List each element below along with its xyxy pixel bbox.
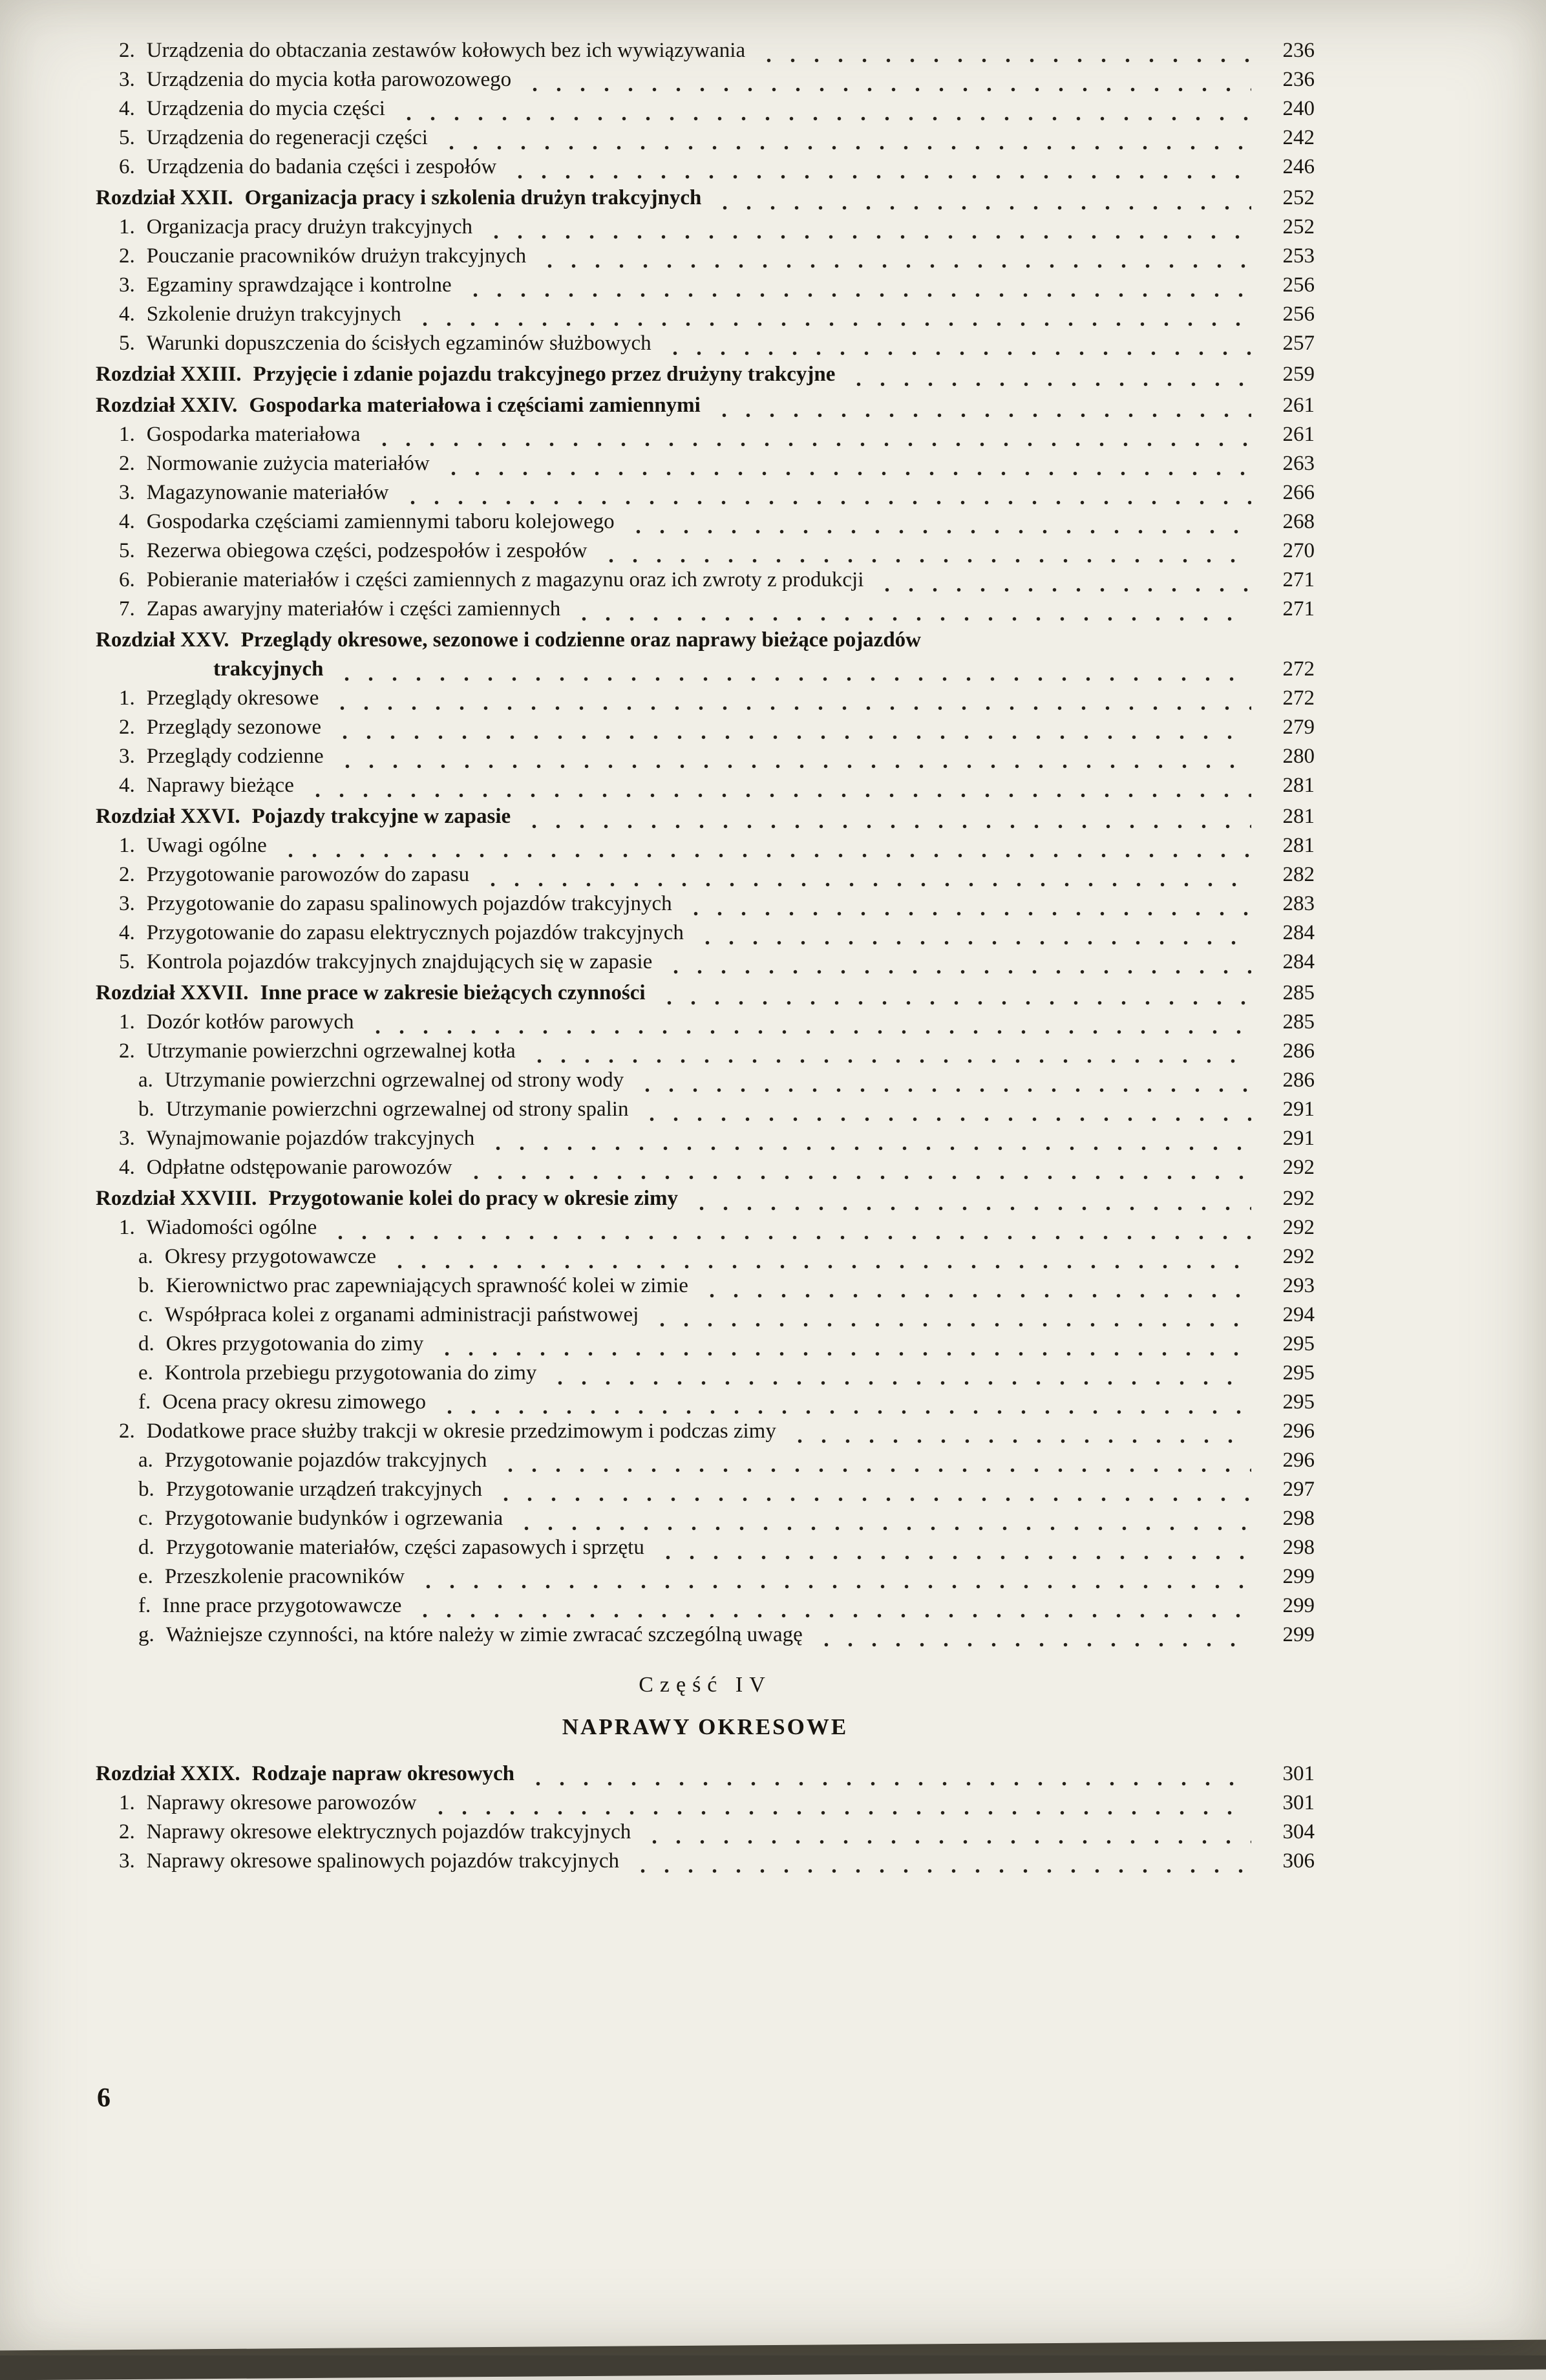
entry-title: Przeglądy sezonowe [146,716,322,739]
entry-page-number: 292 [1282,1245,1315,1268]
entry-title: Uwagi ogólne [146,834,267,857]
entry-page-number: 261 [1282,394,1315,417]
entry-title: Przygotowanie do zapasu elektrycznych pojazdów trakcyjnych [146,921,684,944]
entry-page-number: 298 [1282,1536,1315,1559]
entry-page-number: 281 [1282,834,1315,857]
entry-title: trakcyjnych [213,657,324,681]
entry-title: Urządzenia do obtaczania zestawów kołowych bez ich wywiązywania [146,39,746,62]
entry-page-number: 236 [1282,39,1315,62]
entry-title: Kontrola przebiegu przygotowania do zimy [164,1361,537,1385]
entry-number: 1. [119,834,135,857]
entry-page-number: 292 [1282,1187,1315,1210]
entry-number: 4. [119,97,135,120]
entry-number: Rozdział XXIX. [96,1762,240,1785]
leader-dots [486,1146,1251,1151]
entry-page-number: 296 [1282,1419,1315,1443]
entry-number: 1. [119,215,135,239]
entry-page-number: 286 [1282,1068,1315,1092]
entry-title: Przygotowanie materiałów, części zapasowych i sprzętu [165,1536,644,1559]
entry-number: 2. [119,244,135,268]
entry-page-number: 266 [1282,481,1315,504]
toc-entry [96,537,1315,566]
leader-dots [484,235,1251,239]
entry-number: Rozdział XXVI. [96,805,240,828]
part-heading [96,1673,1315,1740]
entry-page-number: 280 [1282,745,1315,768]
entry-number: a. [138,1245,153,1268]
toc-entry [96,478,1315,507]
toc-entry [96,1388,1315,1417]
entry-title: Magazynowanie materiałów [146,481,389,504]
leader-dots [441,471,1251,476]
entry-number: 4. [119,774,135,797]
toc-entry [96,360,1315,389]
entry-title: Przeglądy codzienne [146,745,324,768]
entry-title: Gospodarka materiałowa [146,423,361,446]
entry-page-number: 252 [1282,215,1315,239]
leader-dots [508,175,1251,179]
leader-dots [538,264,1251,268]
leader-dots [335,764,1251,769]
entry-title: Rezerwa obiegowa części, podzespołów i zespołów [146,539,588,562]
leader-dots [757,58,1251,63]
leader-dots [631,1869,1251,1873]
entry-title: Gospodarka materiałowa i częściami zamiennymi [249,394,701,417]
toc-entry [96,1359,1315,1388]
leader-dots [514,1526,1251,1531]
entry-number: Rozdział XXVIII. [96,1187,257,1210]
toc-entry [96,1620,1315,1650]
leader-dots [522,824,1251,829]
entry-number: 2. [119,452,135,475]
entry-page-number: 246 [1282,155,1315,178]
entry-title: Okres przygotowania do zimy [165,1332,424,1355]
toc-entry [96,65,1315,94]
toc-entry [96,742,1315,771]
entry-number: Rozdział XXIII. [96,363,242,386]
entry-title: Wiadomości ogólne [146,1216,317,1239]
entry-page-number: 296 [1282,1449,1315,1472]
leader-dots [684,911,1251,916]
toc-entry [96,1066,1315,1095]
entry-title: Pojazdy trakcyjne w zapasie [251,805,511,828]
toc-entry [96,1591,1315,1620]
entry-number: 4. [119,303,135,326]
entry-title: Urządzenia do badania części i zespołów [146,155,497,178]
leader-dots [372,442,1251,447]
entry-title: Przeglądy okresowe [146,686,319,710]
entry-number: b. [138,1274,154,1297]
footer-page-number: 6 [97,2083,111,2113]
entry-page-number: 259 [1282,363,1315,386]
entry-number: 5. [119,950,135,973]
leader-dots [413,322,1251,326]
entry-title: Przeszkolenie pracowników [164,1565,405,1588]
entry-number: Rozdział XXVII. [96,981,249,1004]
entry-title: Dozór kotłów parowych [146,1010,354,1034]
leader-dots [847,382,1251,387]
entry-page-number: 299 [1282,1565,1315,1588]
entry-number: 2. [119,863,135,886]
toc-entry [96,1417,1315,1446]
leader-dots [279,853,1251,858]
toc-entry [96,1504,1315,1533]
toc-entry [96,1330,1315,1359]
leader-dots [657,1001,1251,1005]
toc-entry [96,626,1315,655]
entry-number: 3. [119,68,135,91]
entry-page-number: 253 [1282,244,1315,268]
entry-number: 5. [119,539,135,562]
toc-list [96,36,1315,1876]
toc-entry [96,507,1315,537]
entry-title: Utrzymanie powierzchni ogrzewalnej kotła [146,1039,516,1063]
entry-number: e. [138,1565,153,1588]
leader-dots [650,1323,1251,1327]
leader-dots [527,1059,1251,1063]
entry-title: Warunki dopuszczenia do ścisłych egzaminów służbowych [146,332,651,355]
leader-dots [875,588,1251,592]
toc-entry [96,979,1315,1008]
entry-number: c. [138,1303,153,1326]
leader-dots [397,116,1251,121]
toc-entry [96,1242,1315,1271]
leader-dots [695,940,1251,945]
entry-number: 7. [119,597,135,621]
entry-number: Rozdział XXIV. [96,394,238,417]
entry-number: a. [138,1449,153,1472]
toc-entry [96,889,1315,919]
entry-page-number: 299 [1282,1594,1315,1617]
leader-dots [494,1497,1251,1502]
entry-title: Odpłatne odstępowanie parowozów [146,1156,452,1179]
entry-page-number: 283 [1282,892,1315,915]
entry-number: 4. [119,921,135,944]
toc-entry [96,271,1315,300]
leader-dots [712,413,1251,418]
part-title: NAPRAWY OKRESOWE [562,1714,849,1739]
toc-entry [96,1184,1315,1213]
entry-title: Organizacja pracy i szkolenia drużyn trakcyjnych [244,186,702,209]
toc-entry [96,802,1315,831]
entry-title: Naprawy okresowe elektrycznych pojazdów trakcyjnych [146,1820,631,1843]
entry-page-number: 291 [1282,1098,1315,1121]
toc-entry [96,1533,1315,1562]
entry-number: g. [138,1623,154,1646]
toc-entry [96,831,1315,860]
leader-dots [700,1293,1251,1298]
toc-entry [96,1818,1315,1847]
leader-dots [626,529,1251,534]
leader-dots [439,145,1251,150]
toc-entry [96,1301,1315,1330]
scan-edge-artifact [0,2340,1546,2380]
entry-page-number: 268 [1282,510,1315,533]
toc-entry [96,1271,1315,1301]
entry-number: 3. [119,892,135,915]
entry-title: Przygotowanie parowozów do zapasu [146,863,470,886]
entry-page-number: 281 [1282,774,1315,797]
entry-number: 5. [119,126,135,149]
leader-dots [333,735,1251,739]
entry-title: Urządzenia do regeneracji części [146,126,428,149]
entry-title: Kontrola pojazdów trakcyjnych znajdujących się w zapasie [146,950,653,973]
entry-number: 2. [119,716,135,739]
entry-title: Naprawy okresowe parowozów [146,1791,417,1814]
toc-entry [96,655,1315,684]
leader-dots [933,648,1251,652]
toc-entry [96,242,1315,271]
entry-page-number: 285 [1282,981,1315,1004]
toc-entry [96,948,1315,977]
entry-title: Wynajmowanie pojazdów trakcyjnych [146,1127,475,1150]
entry-page-number: 256 [1282,303,1315,326]
entry-number: b. [138,1478,154,1501]
leader-dots [435,1352,1251,1356]
entry-title: Okresy przygotowawcze [164,1245,377,1268]
entry-page-number: 304 [1282,1820,1315,1843]
leader-dots [788,1439,1251,1443]
toc-entry [96,1475,1315,1504]
entry-page-number: 257 [1282,332,1315,355]
entry-title: Przygotowanie budynków i ogrzewania [164,1507,503,1530]
entry-page-number: 285 [1282,1010,1315,1034]
toc-entry [96,300,1315,329]
leader-dots [328,1235,1251,1240]
leader-dots [663,351,1251,356]
entry-page-number: 272 [1282,657,1315,681]
entry-title: Zapas awaryjny materiałów i części zamiennych [146,597,561,621]
entry-number: f. [138,1390,151,1414]
toc-entry [96,860,1315,889]
entry-number: 5. [119,332,135,355]
toc-entry [96,94,1315,123]
entry-title: Utrzymanie powierzchni ogrzewalnej od strony wody [164,1068,624,1092]
entry-number: Rozdział XXII. [96,186,233,209]
entry-title: Kierownictwo prac zapewniających sprawność kolei w zimie [165,1274,688,1297]
leader-dots [640,1117,1251,1121]
entry-title: Gospodarka częściami zamiennymi taboru kolejowego [146,510,615,533]
toc-entry [96,1008,1315,1037]
leader-dots [656,1555,1251,1560]
entry-title: Pouczanie pracowników drużyn trakcyjnych [146,244,527,268]
entry-page-number: 284 [1282,921,1315,944]
entry-page-number: 292 [1282,1156,1315,1179]
toc-entry [96,420,1315,449]
leader-dots [690,1206,1251,1211]
leader-dots [642,1840,1251,1844]
entry-title: Przygotowanie do zapasu spalinowych pojazdów trakcyjnych [146,892,672,915]
toc-entry [96,1095,1315,1124]
entry-title: Organizacja pracy drużyn trakcyjnych [146,215,472,239]
entry-page-number: 292 [1282,1216,1315,1239]
entry-title: Rodzaje napraw okresowych [251,1762,515,1785]
toc-entry [96,713,1315,742]
entry-number: 1. [119,1791,135,1814]
toc-entry [96,123,1315,153]
entry-page-number: 281 [1282,805,1315,828]
leader-dots [599,558,1251,563]
entry-page-number: 270 [1282,539,1315,562]
toc-entry [96,1847,1315,1876]
entry-title: Ocena pracy okresu zimowego [162,1390,426,1414]
entry-title: Przygotowanie kolei do pracy w okresie zimy [268,1187,678,1210]
entry-number: 3. [119,1127,135,1150]
entry-page-number: 293 [1282,1274,1315,1297]
entry-title: Przygotowanie pojazdów trakcyjnych [164,1449,487,1472]
leader-dots [335,677,1251,681]
entry-number: 6. [119,155,135,178]
entry-page-number: 286 [1282,1039,1315,1063]
entry-number: 1. [119,1010,135,1034]
toc-entry [96,595,1315,624]
leader-dots [413,1613,1251,1618]
leader-dots [523,87,1251,92]
toc-entry [96,153,1315,182]
entry-page-number: 297 [1282,1478,1315,1501]
entry-page-number: 263 [1282,452,1315,475]
entry-title: Inne prace w zakresie bieżących czynności [260,981,646,1004]
entry-number: a. [138,1068,153,1092]
toc-entry [96,1153,1315,1182]
leader-dots [572,617,1251,621]
entry-number: 4. [119,510,135,533]
entry-page-number: 271 [1282,597,1315,621]
toc-entry [96,771,1315,800]
entry-title: Dodatkowe prace służby trakcji w okresie przedzimowym i podczas zimy [146,1419,776,1443]
leader-dots [463,293,1251,297]
entry-number: 3. [119,1849,135,1873]
entry-number: 2. [119,1419,135,1443]
entry-page-number: 298 [1282,1507,1315,1530]
leader-dots [713,206,1251,210]
entry-number: 3. [119,745,135,768]
leader-dots [330,706,1251,710]
toc-entry [96,329,1315,358]
entry-number: 2. [119,1820,135,1843]
toc-entry [96,1759,1315,1789]
toc-entry [96,1037,1315,1066]
leader-dots [366,1030,1251,1034]
leader-dots [416,1584,1251,1589]
toc-entry [96,566,1315,595]
leader-dots [481,882,1251,887]
toc-entry [96,1124,1315,1153]
leader-dots [464,1175,1251,1180]
entry-number: Rozdział XXV. [96,628,229,652]
entry-page-number: 301 [1282,1762,1315,1785]
entry-number: 3. [119,481,135,504]
leader-dots [526,1781,1251,1786]
toc-entry [96,684,1315,713]
entry-number: 2. [119,1039,135,1063]
entry-page-number: 295 [1282,1361,1315,1385]
entry-page-number: 291 [1282,1127,1315,1150]
entry-number: d. [138,1536,154,1559]
entry-title: Naprawy okresowe spalinowych pojazdów trakcyjnych [146,1849,620,1873]
part-kicker: Część IV [639,1673,772,1697]
entry-number: 2. [119,39,135,62]
entry-title: Urządzenia do mycia części [146,97,385,120]
toc-entry [96,213,1315,242]
leader-dots [635,1088,1251,1092]
entry-title: Przeglądy okresowe, sezonowe i codzienne oraz naprawy bieżące pojazdów [240,628,922,652]
entry-number: 6. [119,568,135,591]
entry-page-number: 284 [1282,950,1315,973]
entry-title: Inne prace przygotowawcze [162,1594,402,1617]
entry-page-number: 295 [1282,1390,1315,1414]
entry-page-number: 282 [1282,863,1315,886]
entry-page-number: 256 [1282,273,1315,297]
entry-page-number: 240 [1282,97,1315,120]
toc-entry [96,36,1315,65]
entry-title: Naprawy bieżące [146,774,294,797]
entry-title: Pobieranie materiałów i części zamiennych z magazynu oraz ich zwroty z produkcji [146,568,864,591]
entry-number: b. [138,1098,154,1121]
leader-dots [498,1468,1251,1472]
entry-page-number: 294 [1282,1303,1315,1326]
entry-number: 1. [119,423,135,446]
entry-page-number: 236 [1282,68,1315,91]
entry-page-number: 301 [1282,1791,1315,1814]
leader-dots [429,1811,1251,1815]
entry-title: Współpraca kolei z organami administracji państwowej [164,1303,639,1326]
toc-entry [96,391,1315,420]
entry-number: 1. [119,686,135,710]
leader-dots [664,970,1251,974]
entry-page-number: 252 [1282,186,1315,209]
entry-title: Ważniejsze czynności, na które należy w zimie zwracać szczególną uwagę [165,1623,803,1646]
entry-page-number: 295 [1282,1332,1315,1355]
entry-number: 1. [119,1216,135,1239]
leader-dots [388,1264,1251,1269]
toc-entry [96,1446,1315,1475]
entry-number: 4. [119,1156,135,1179]
entry-title: Przygotowanie urządzeń trakcyjnych [165,1478,483,1501]
entry-number: c. [138,1507,153,1530]
entry-page-number: 272 [1282,686,1315,710]
entry-page-number: 242 [1282,126,1315,149]
leader-dots [306,793,1251,798]
entry-title: Przyjęcie i zdanie pojazdu trakcyjnego przez drużyny trakcyjne [253,363,836,386]
toc-entry [96,919,1315,948]
leader-dots [401,500,1251,505]
entry-title: Normowanie zużycia materiałów [146,452,430,475]
entry-number: f. [138,1594,151,1617]
entry-title: Utrzymanie powierzchni ogrzewalnej od strony spalin [165,1098,629,1121]
leader-dots [438,1410,1251,1414]
toc-entry [96,1213,1315,1242]
toc-entry [96,1789,1315,1818]
entry-page-number: 306 [1282,1849,1315,1873]
entry-page-number: 261 [1282,423,1315,446]
toc-entry [96,1562,1315,1591]
leader-dots [814,1642,1251,1647]
entry-page-number: 299 [1282,1623,1315,1646]
entry-number: e. [138,1361,153,1385]
entry-number: 3. [119,273,135,297]
entry-page-number: 279 [1282,716,1315,739]
entry-title: Szkolenie drużyn trakcyjnych [146,303,401,326]
entry-page-number: 271 [1282,568,1315,591]
leader-dots [548,1381,1251,1385]
entry-title: Egzaminy sprawdzające i kontrolne [146,273,452,297]
entry-number: d. [138,1332,154,1355]
toc-entry [96,184,1315,213]
toc-entry [96,449,1315,478]
entry-title: Urządzenia do mycia kotła parowozowego [146,68,512,91]
